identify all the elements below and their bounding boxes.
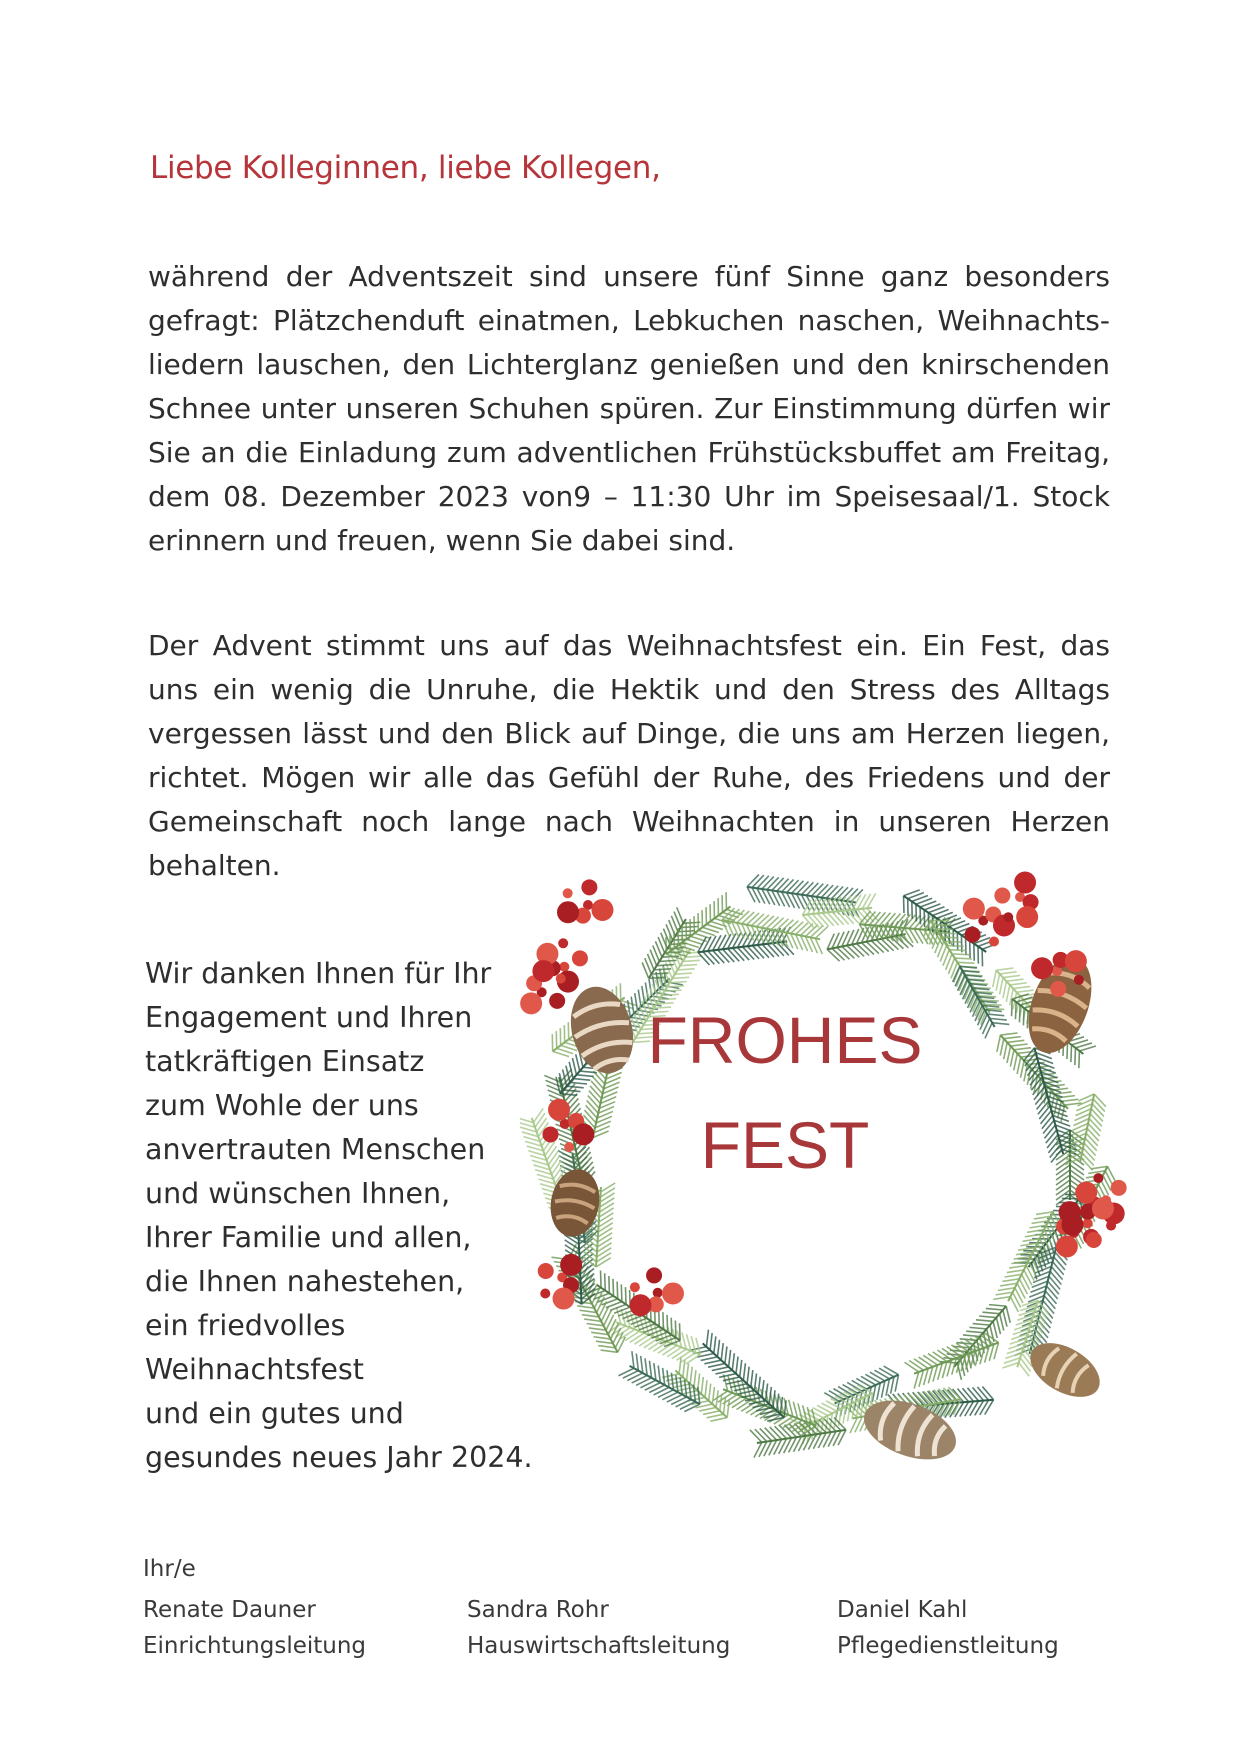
thanks-line: ein friedvolles: [145, 1309, 346, 1342]
paragraph-advent-reflection: Der Advent stimmt uns auf das Weihnachtsfest ein. Ein Fest, das uns ein wenig die Unruhe, die Hektik und den Stress des Alltags vergessen lässt und den Blick auf Dinge, die uns am Herzen liegen, richtet. Mögen wir alle das Gefühl der Ruhe, des Friedens und der Gemeinschaft noch lange nach Weihnachten in unseren Herzen behalten.: [148, 629, 1110, 882]
signature-name: Renate Dauner: [143, 1597, 316, 1623]
wreath-text-line1: FROHES: [647, 1003, 923, 1077]
thanks-line: und ein gutes und: [145, 1397, 404, 1430]
signature-name: Sandra Rohr: [467, 1597, 609, 1623]
thanks-line: anvertrauten Menschen: [145, 1133, 486, 1166]
thanks-block: [145, 952, 533, 1480]
thanks-line: und wünschen Ihnen,: [145, 1177, 451, 1210]
thanks-line: gesundes neues Jahr 2024.: [145, 1441, 533, 1474]
signature-block: [467, 1592, 730, 1664]
letter-greeting: Liebe Kolleginnen, liebe Kollegen,: [150, 150, 661, 186]
thanks-line: tatkräftigen Einsatz: [145, 1045, 425, 1078]
signature-role: Hauswirtschaftsleitung: [467, 1633, 731, 1659]
thanks-line: Ihrer Familie und allen,: [145, 1221, 472, 1254]
wreath-text-line2: FEST: [700, 1108, 870, 1182]
signature-block: [143, 1592, 366, 1664]
thanks-line: Engagement und Ihren: [145, 1001, 473, 1034]
paragraph-advent-invitation: während der Adventszeit sind unsere fünf Sinne ganz besonders gefragt: Plätzchenduft einatmen, Lebkuchen naschen, Weihnachtsliedern lauschen, den Lichterglanz genießen und den knirschenden Schnee unter unseren Schuhen spüren. Zur Einstimmung dürfen wir Sie an die Einladung zum adventlichen Frühstücksbuffet am Freitag, dem 08. Dezember 2023 von9 – 11:30 Uhr im Speisesaal/1. Stock erinnern und freuen, wenn Sie dabei sind.: [148, 260, 1110, 557]
thanks-line: Wir danken Ihnen für Ihr: [145, 957, 492, 990]
thanks-line: Weihnachtsfest: [145, 1353, 364, 1386]
signature-lead: Ihr/e: [143, 1556, 196, 1582]
signature-role: Pflegedienstleitung: [837, 1633, 1059, 1659]
thanks-line: die Ihnen nahestehen,: [145, 1265, 465, 1298]
signature-block: [837, 1592, 1059, 1664]
signature-name: Daniel Kahl: [837, 1597, 968, 1623]
christmas-wreath-illustration: [520, 865, 1210, 1555]
thanks-line: zum Wohle der uns: [145, 1089, 419, 1122]
signature-role: Einrichtungsleitung: [143, 1633, 367, 1659]
